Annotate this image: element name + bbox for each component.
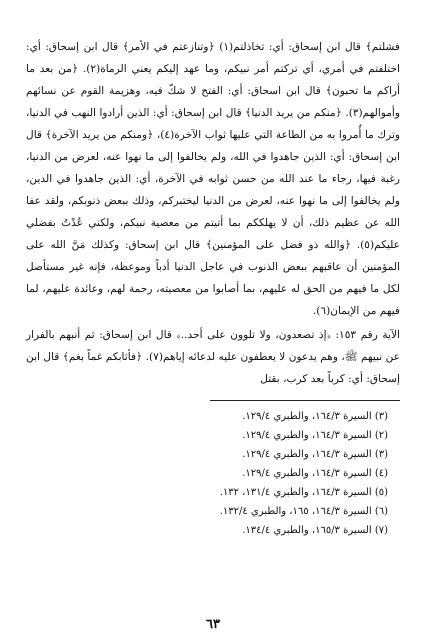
footnote: (٣) السيرة ١٦٤/٣، والطبري ١٢٩/٤. — [242, 411, 388, 422]
page-number: ٦٣ — [206, 617, 220, 632]
footnotes — [26, 407, 400, 540]
paragraph-2: الآية رقم ١٥٣: ﴿إذ تصعدون، ولا تلوون على أحد..﴾ قال ابن إسحاق: ثم أنبهم بالفرار عن نبيهم ﷺ، وهم يدعون لا يعطفون عليه لدعائه إياهم(٧). ﴿فأثابكم غماً بغم﴾ قال ابن إسحاق: أي: كرباً بعد كرب، بقتل — [26, 329, 400, 385]
footnote: (٥) السيرة ١٦٤/٣، والطبري ١٣١/٤، ١٣٢. — [219, 487, 388, 498]
body-text — [26, 36, 400, 390]
footnote: (٢) السيرة ١٦٤/٣، والطبري ١٢٩/٤. — [242, 430, 388, 441]
footnote: (٤) السيرة ١٦٤/٣، والطبري ١٢٩/٤. — [242, 468, 388, 479]
footnote: (٦) السيرة ١٦٤/٣، ١٦٥، والطبري ١٣٢/٤. — [219, 506, 388, 517]
footnote: (٧) السيرة ١٦٥/٣، والطبري ١٣٤/٤. — [242, 525, 388, 536]
footnote: (٣) السيرة ١٦٤/٣، والطبري ١٢٩/٤. — [242, 449, 388, 460]
paragraph-1: فشلتم﴾ قال ابن إسحاق: أي: تخاذلتم(١) ﴿وتنازعتم في الأمر﴾ قال ابن إسحاق: أي: اختلفتم في أمري، أي تركتم أمر نبيكم، وما عهد إليكم يعني الرماة(٢). ﴿من بعد ما أراكم ما تحبون﴾ قال ابن اسحاق: أي: الفتح لا شكّ فيه، وهزيمة القوم عن نسائهم وأموالهم(٣). ﴿منكم من يريد الدنيا﴾ قال ابن إسحاق: أي: الذين أرادوا النهب في الدنيا، وترك ما أُمروا به من الطاعة التي عليها ثواب الآخرة(٤)، ﴿ومنكم من يريد الآخرة﴾ قال ابن إسحاق: أي: الذين جاهدوا في الله، ولم يخالفوا إلى ما نهوا عنه، لعرض من الدنيا، رغبة فيها، رجاء ما عند الله من حسن ثوابه في الآخرة، أي: الذين جاهدوا في الدين، ولم يخالفوا إلى ما نهوا عنه، لعرض من الدنيا ليختبركم، وذلك ببعض ذنوبكم، ولقد عفا الله عن عظيم ذلك، أن لا يهلككم بما أتيتم من معصية نبيكم، ولكني عُدْتُ بفضلي عليكم(٥). ﴿والله ذو فضل على المؤمنين﴾ قال ابن إسحاق: وكذلك مَنَّ الله على المؤمنين أن عاقبهم ببعض الذنوب في عاجل الدنيا أدباً وموعظة، فإنه غير مستأصل لكل ما فيهم من الحق له عليهم، بما أصابوا من معصيته، رحمة لهم، وعائدة عليهم، لما فيهم من الإيمان(٦). — [26, 41, 401, 317]
footnote-separator — [210, 400, 400, 401]
